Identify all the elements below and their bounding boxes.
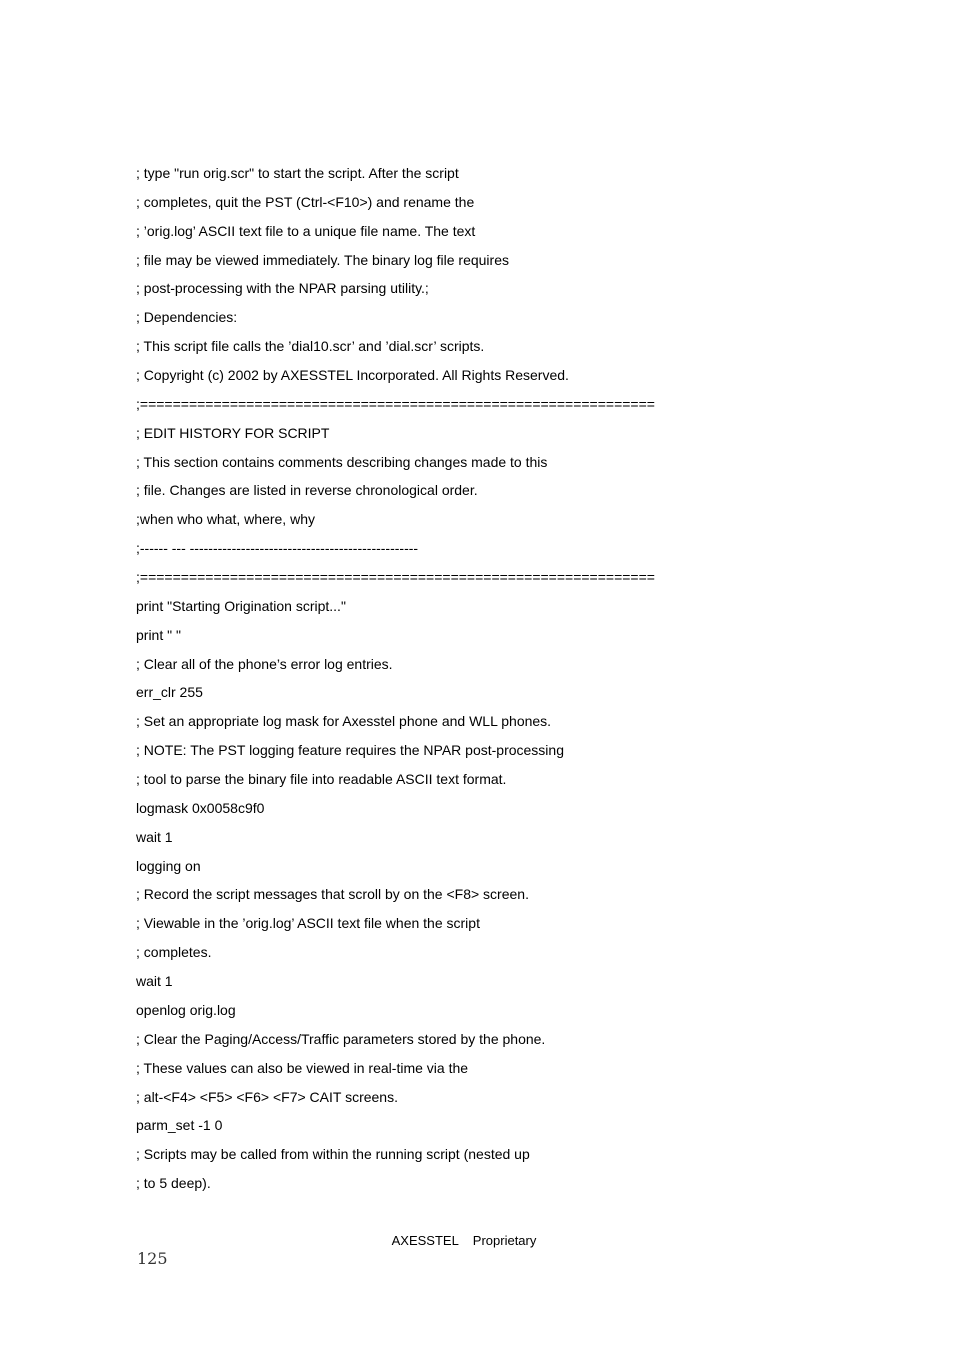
code-line: ; This section contains comments describing changes made to this — [136, 453, 548, 470]
code-line: ; tool to parse the binary file into readable ASCII text format. — [136, 771, 507, 788]
code-line: print "Starting Origination script..." — [136, 597, 346, 614]
page-number: 125 — [137, 1249, 168, 1268]
code-line: ; Record the script messages that scroll by on the <F8> screen. — [136, 886, 529, 903]
code-line: ; This script file calls the ’dial10.scr’ and ’dial.scr’ scripts. — [136, 338, 485, 355]
code-line: wait 1 — [136, 973, 173, 990]
code-line: ; file may be viewed immediately. The binary log file requires — [136, 251, 509, 268]
code-line: ; type "run orig.scr" to start the script. After the script — [136, 165, 459, 181]
code-line: ; NOTE: The PST logging feature requires the NPAR post-processing — [136, 742, 564, 759]
code-line: ;when who what, where, why — [136, 511, 315, 528]
separator-line: ;------ --- ------------------------------------------------- — [136, 540, 419, 557]
code-line: ; EDIT HISTORY FOR SCRIPT — [136, 424, 330, 441]
code-line: parm_set -1 0 — [136, 1117, 223, 1134]
code-line: ; These values can also be viewed in real-time via the — [136, 1059, 469, 1076]
code-line: ; alt-<F4> <F5> <F6> <F7> CAIT screens. — [136, 1088, 398, 1105]
code-line: ; completes, quit the PST (Ctrl-<F10>) and rename the — [136, 193, 475, 210]
code-line: ; Scripts may be called from within the running script (nested up — [136, 1146, 530, 1163]
code-line: ; Clear the Paging/Access/Traffic parameters stored by the phone. — [136, 1030, 546, 1047]
separator-line: ;=============================================================== — [136, 395, 655, 412]
code-line: ; Clear all of the phone’s error log entries. — [136, 655, 393, 672]
code-line: logmask 0x0058c9f0 — [136, 799, 265, 816]
code-line: logging on — [136, 857, 201, 874]
script-listing — [136, 163, 836, 1202]
code-line: openlog orig.log — [136, 1001, 236, 1018]
code-line: ; completes. — [136, 944, 212, 961]
separator-line: ;=============================================================== — [136, 569, 655, 586]
code-line: ; Viewable in the ’orig.log’ ASCII text file when the script — [136, 915, 480, 932]
code-line: ; to 5 deep). — [136, 1175, 211, 1192]
code-line: wait 1 — [136, 828, 173, 845]
code-line: err_clr 255 — [136, 684, 203, 701]
code-line: ; Set an appropriate log mask for Axesstel phone and WLL phones. — [136, 713, 552, 730]
code-line: ; Dependencies: — [136, 309, 238, 326]
code-line: print " " — [136, 626, 181, 643]
code-line: ; file. Changes are listed in reverse chronological order. — [136, 482, 478, 499]
footer-proprietary-text: AXESSTEL Proprietary — [391, 1233, 537, 1248]
code-line: ; Copyright (c) 2002 by AXESSTEL Incorporated. All Rights Reserved. — [136, 367, 569, 384]
code-line: ; ’orig.log’ ASCII text file to a unique file name. The text — [136, 222, 476, 239]
code-line: ; post-processing with the NPAR parsing utility.; — [136, 280, 429, 297]
